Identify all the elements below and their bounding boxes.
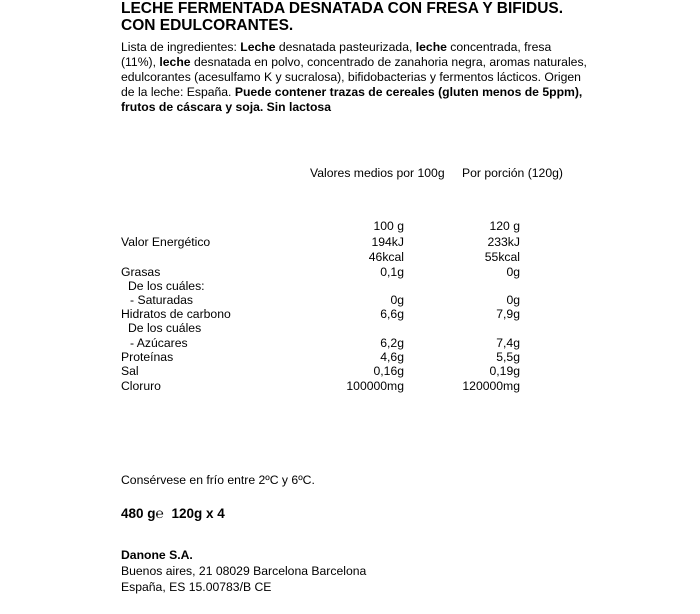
nutrient-name: Sal [121,364,139,378]
net-weight [121,505,225,522]
ingredient-bold-segment: Leche [240,40,276,54]
net-weight-value: 480 g [121,506,156,521]
value-per-portion: 120 g [489,219,520,233]
nutrition-row [0,250,700,265]
header-per-100g: Valores medios por 100g [310,166,445,180]
value-per-portion: 0,19g [489,364,520,378]
value-per-portion: 120000mg [462,379,520,393]
product-title: LECHE FERMENTADA DESNATADA CON FRESA Y BIFIDUS. CON EDULCORANTES. [121,0,564,34]
value-per-100g: 100 g [373,219,404,233]
nutrition-row [0,307,700,322]
company-address: Buenos aires, 21 08029 Barcelona Barcelona [121,564,367,578]
nutrient-name: Grasas [121,265,161,279]
value-per-portion: 0g [506,293,520,307]
nutrient-name: Valor Energético [121,235,211,249]
nutrition-row [0,321,700,336]
estimated-sign-icon: ℮ [155,505,164,521]
nutrient-name: Hidratos de carbono [121,307,231,321]
nutrient-name: - Azúcares [130,336,188,350]
nutrition-row [0,336,700,351]
header-per-portion: Por porción (120g) [462,166,563,180]
nutrient-name: Cloruro [121,379,161,393]
value-per-portion: 0g [506,265,520,279]
value-per-portion: 55kcal [484,250,520,264]
nutrition-row [0,379,700,394]
ingredient-bold-segment: Puede contener trazas de cereales (gluten menos de 5ppm), frutos de cáscara y soja. Sin lactosa [121,85,583,114]
nutrient-name: De los cuáles: [128,279,205,293]
value-per-portion: 7,9g [496,307,520,321]
nutrition-row [0,350,700,365]
value-per-100g: 0g [390,293,404,307]
value-per-100g: 0,1g [380,265,404,279]
value-per-100g: 194kJ [371,235,404,249]
ingredient-segment: concentrada, fresa (11%), [121,40,552,69]
value-per-portion: 5,5g [496,350,520,364]
nutrition-row [0,235,700,250]
ingredient-bold-segment: leche [415,40,447,54]
value-per-100g: 100000mg [346,379,404,393]
nutrient-name: - Saturadas [130,293,194,307]
ingredient-segment: desnatada pasteurizada, [275,40,416,54]
nutrient-name: De los cuáles [128,321,202,335]
ingredients-list [121,40,589,115]
value-per-portion: 7,4g [496,336,520,350]
ingredient-segment: desnatada en polvo, concentrado de zanahoria negra, aromas naturales, edulcorantes (acesulfamo K y sucralosa), bifidobacterias y fermentos lácticos. Origen de la leche: España. [121,55,587,99]
company-country-registration: España, ES 15.00783/B CE [121,580,272,594]
nutrition-row [0,293,700,308]
nutrition-row [0,265,700,280]
nutrition-row [0,364,700,379]
value-per-100g: 6,2g [380,336,404,350]
value-per-portion: 233kJ [487,235,520,249]
value-per-100g: 6,6g [380,307,404,321]
ingredient-bold-segment: leche [159,55,191,69]
value-per-100g: 46kcal [368,250,404,264]
nutrition-row [0,219,700,234]
nutrient-name: Proteínas [121,350,174,364]
ingredient-segment: Lista de ingredientes: [121,40,241,54]
pack-format: 120g x 4 [171,506,225,521]
company-name: Danone S.A. [121,548,193,562]
value-per-100g: 4,6g [380,350,404,364]
nutrition-row [0,279,700,294]
value-per-100g: 0,16g [373,364,404,378]
storage-instructions: Consérvese en frío entre 2ºC y 6ºC. [121,473,315,487]
